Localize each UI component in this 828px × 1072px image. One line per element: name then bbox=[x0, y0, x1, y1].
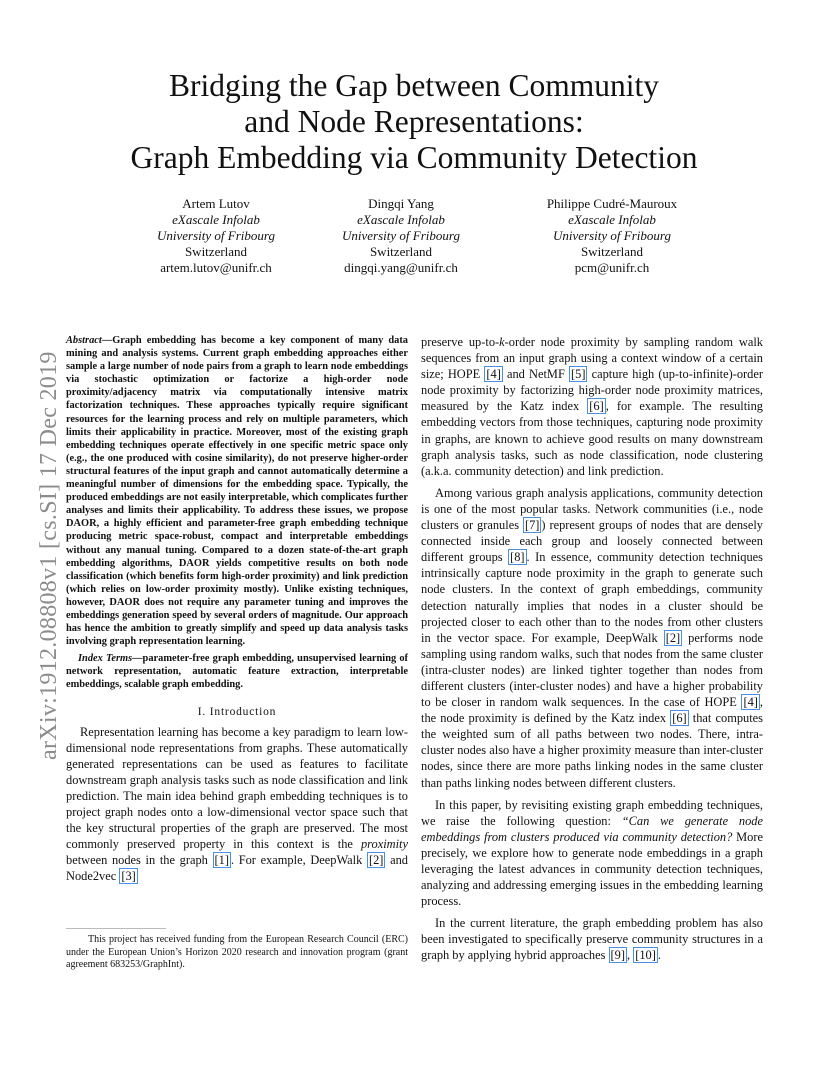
index-terms bbox=[66, 652, 408, 691]
paper-title bbox=[60, 68, 768, 176]
intro-paragraph-5: In the current literature, the graph embedding problem has also been investigated to specifically preserve community structures in a graph by applying hybrid approaches [9] , [10] . bbox=[421, 916, 763, 963]
left-column bbox=[66, 334, 408, 884]
author-country: Switzerland bbox=[184, 244, 248, 259]
right-column bbox=[421, 334, 763, 964]
author-affiliation: eXascale Infolab bbox=[568, 212, 656, 227]
research-question: “Can we generate node embeddings from clusters produced via community detection? bbox=[421, 813, 763, 844]
section-heading-introduction: I. Introduction bbox=[197, 705, 277, 718]
citation-link[interactable]: [4] bbox=[486, 367, 501, 382]
author-email: dingqi.yang@unifr.ch bbox=[344, 260, 458, 275]
citation-link[interactable]: [3] bbox=[121, 869, 136, 884]
author-country: Switzerland bbox=[580, 244, 644, 259]
abstract-label: Abstract bbox=[66, 335, 102, 346]
intro-paragraph-1: Representation learning has become a key paradigm to learn low-dimensional node representations from graphs. These automatically generated representations can be used as features to facilitate downstream graph analysis tasks such as node classification and link prediction. The main idea behind graph embedding techniques is to project graph nodes onto a low-dimensional vector space such that the key structural properties of the graph are preserved. The most commonly preserved property in this context is the proximity between nodes in the graph [1] . For example, DeepWalk [2] and Node2vec [3] bbox=[66, 724, 408, 884]
citation-link[interactable]: [1] bbox=[214, 853, 229, 868]
author-university: University of Fribourg bbox=[157, 228, 275, 243]
author-3 bbox=[497, 196, 727, 276]
abstract-text: —Graph embedding has become a key component of many data mining and analysis systems. Current graph embedding approaches either sample a large number of node pairs from a graph to learn node embeddings via stochastic optimization or factorize a high-order node proximity/adjacency matrix via computationally intensive matrix factorization techniques. These approaches typically require significant resources for the learning process and rely on multiple parameters, which limits their applicability in practice. Moreover, most of the existing graph embedding techniques operate effectively in one specific metric space only (e.g., the one produced with cosine similarity), do not preserve higher-order structural features of the input graph and cannot automatically determine a meaningful number of dimensions for the embedding space. Typically, the produced embeddings are not easily interpretable, which complicates further analyses and limits their applicability. To address these issues, we propose DAOR, a highly efficient and parameter-free graph embedding technique producing metric space-robust, compact and interpretable embeddings without any manual tuning. Compared to a dozen state-of-the-art graph embedding algorithms, DAOR yields competitive results on both node classification (which benefits form high-order proximity) and link prediction (which relies on low-order proximity mostly). Unlike existing techniques, however, DAOR does not require any parameter tuning and improves the embeddings generation speed by several orders of magnitude. Our approach has hence the ambition to greatly simplify and speed up data analysis tasks involving graph representation learning. bbox=[66, 335, 408, 648]
title-line-1: Bridging the Gap between Community bbox=[169, 68, 659, 103]
index-terms-text: —parameter-free graph embedding, unsupervised learning of network representation, automatic feature extraction, interpretable embeddings, scalable graph embedding. bbox=[66, 653, 408, 691]
author-university: University of Fribourg bbox=[553, 228, 671, 243]
footnote-rule bbox=[66, 928, 166, 929]
footnote: This project has received funding from the European Research Council (ERC) under the European Union’s Horizon 2020 research and innovation program (grant agreement 683253/GraphInt). bbox=[66, 934, 408, 971]
arxiv-stamp: arXiv:1912.08808v1 [cs.SI] 17 Dec 2019 bbox=[36, 351, 62, 760]
author-name: Philippe Cudré-Mauroux bbox=[546, 196, 678, 211]
citation-link[interactable]: [8] bbox=[510, 550, 525, 565]
author-affiliation: eXascale Infolab bbox=[357, 212, 445, 227]
citation-link[interactable]: [7] bbox=[524, 518, 540, 533]
author-2 bbox=[286, 196, 516, 276]
citation-link[interactable]: [2] bbox=[665, 630, 681, 645]
citation-link[interactable]: [4] bbox=[743, 695, 758, 710]
title-line-2: and Node Representations: bbox=[244, 104, 584, 139]
citation-link[interactable]: [5] bbox=[571, 367, 586, 382]
citation-link[interactable]: [6] bbox=[672, 711, 687, 726]
citation-link[interactable]: [10] bbox=[635, 948, 656, 963]
author-affiliation: eXascale Infolab bbox=[172, 212, 260, 227]
intro-paragraph-3: Among various graph analysis applications, community detection is one of the most popular tasks. Network communities (i.e., node clusters or granules [7] ) represent groups of nodes that are densely connected inside each group and loosely connected between different groups [8] . In essence, community detection techniques intrinsically capture node proximity in the graph to generate such node clusters. In the context of graph embeddings, community detection naturally implies that nodes in a cluster should be projected closer to each other than to the nodes from other clusters in the vector space. For example, DeepWalk [2] performs node sampling using random walks, such that nodes from the same cluster (intra-cluster nodes) are linked tighter together than nodes from different clusters (inter-cluster nodes) and have a higher probability to be closer in random walk sequences. In the case of HOPE [4] , the node proximity is defined by the Katz index [6] that computes the weighted sum of all paths between two nodes. There, intra-cluster nodes also have a higher proximity measure than inter-cluster nodes, since there are more paths linking nodes in the same cluster than paths linking nodes between different clusters. bbox=[421, 485, 764, 790]
author-country: Switzerland bbox=[369, 244, 433, 259]
abstract bbox=[66, 334, 408, 648]
citation-link[interactable]: [9] bbox=[610, 948, 625, 963]
index-terms-label: Index Terms bbox=[78, 653, 133, 665]
intro-paragraph-4: In this paper, by revisiting existing graph embedding techniques, we raise the following question: “Can we generate node embeddings from clusters produced via community detection? More precisely, we explore how to generate node embeddings in a graph leveraging the latest advances in community detection techniques, analyzing and addressing emerging issues in the embedding learning process. bbox=[421, 797, 763, 909]
citation-link[interactable]: [6] bbox=[589, 399, 604, 414]
author-name: Dingqi Yang bbox=[368, 196, 434, 211]
author-university: University of Fribourg bbox=[342, 228, 460, 243]
title-line-3: Graph Embedding via Community Detection bbox=[130, 140, 698, 175]
citation-link[interactable]: [2] bbox=[368, 853, 384, 868]
intro-paragraph-2: preserve up-to-k-order node proximity by sampling random walk sequences from an input graph using a context window of a certain size; HOPE [4] and NetMF [5] capture high (up-to-infinite)-order node proximity by factorizing high-order node proximity matrices, measured by the Katz index [6] , for example. The resulting embedding vectors from those techniques, capturing node proximity in graphs, are known to achieve good results on many downstream graph analysis tasks, such as node classification, node clustering (a.k.a. community detection) and link prediction. bbox=[421, 335, 763, 478]
author-email: pcm@unifr.ch bbox=[574, 260, 650, 275]
author-name: Artem Lutov bbox=[182, 196, 250, 211]
author-email: artem.lutov@unifr.ch bbox=[160, 260, 272, 275]
